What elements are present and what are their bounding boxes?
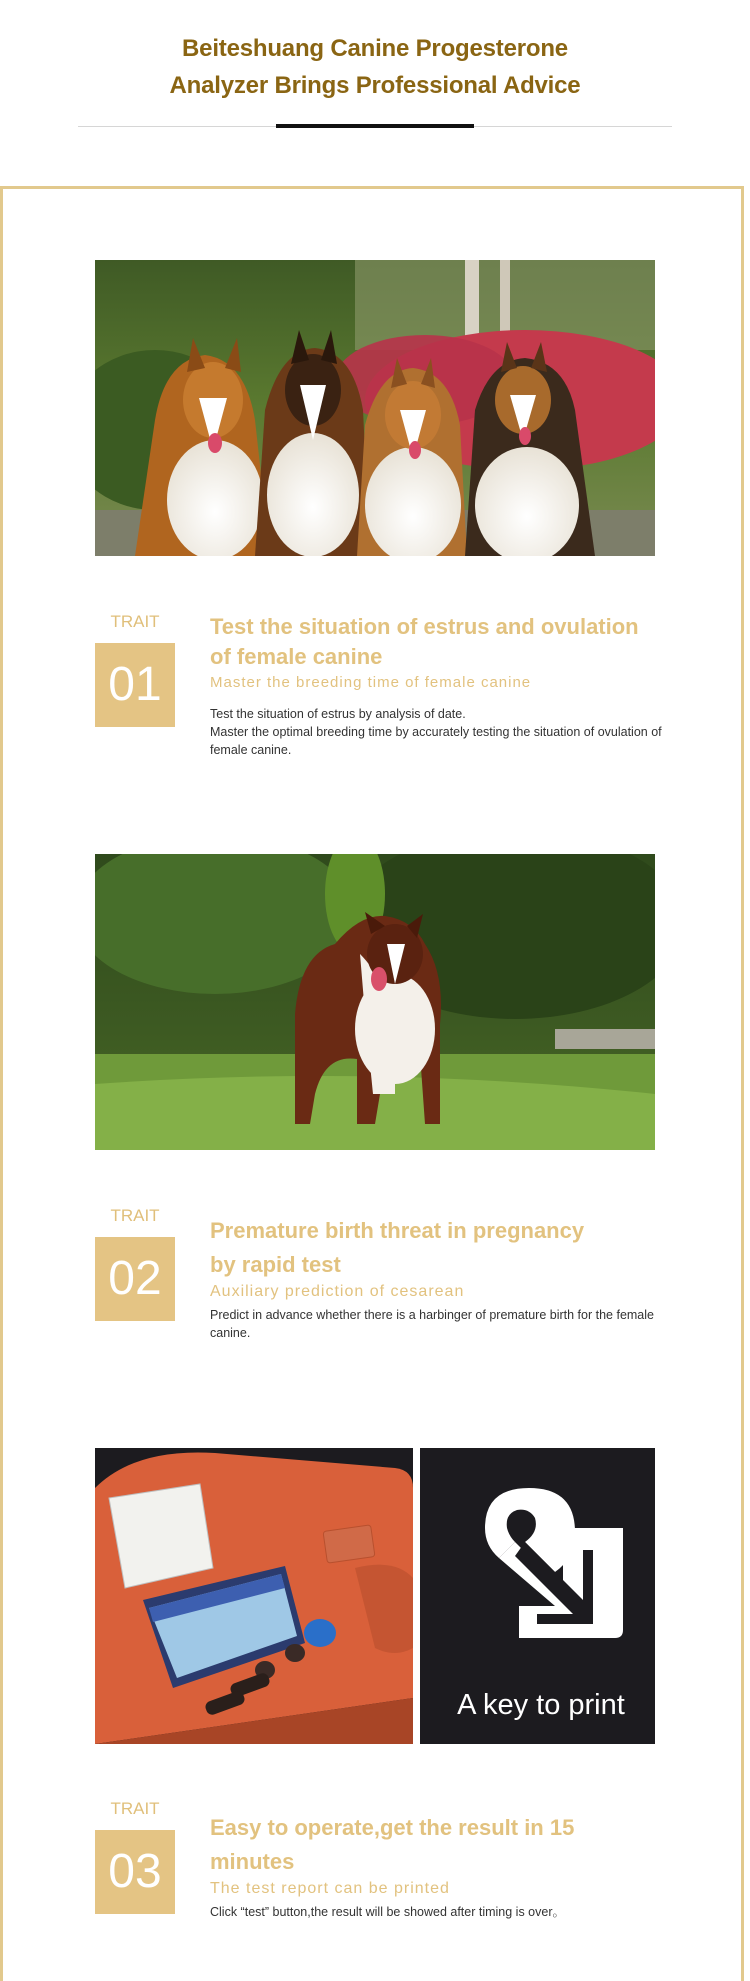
trait-subtitle: The test report can be printed	[210, 1880, 450, 1897]
trait-number-badge: 02	[95, 1237, 175, 1321]
trait-label: TRAIT	[110, 1206, 160, 1225]
trait-label: TRAIT	[110, 612, 160, 631]
trait-subtitle: Master the breeding time of female canine	[210, 674, 532, 691]
trait-label: TRAIT	[110, 1799, 160, 1818]
trait-title-line-2: by rapid test	[210, 1252, 341, 1277]
print-label: A key to print	[457, 1689, 625, 1721]
trait-description	[210, 1306, 690, 1342]
trait-title-line-1: Test the situation of estrus and ovulation	[210, 614, 639, 639]
trait-title	[210, 612, 680, 672]
trait-title-line-1: Easy to operate,get the result in 15	[210, 1815, 575, 1840]
page-title	[0, 30, 750, 104]
trait-title-line-1: Premature birth threat in pregnancy	[210, 1218, 585, 1243]
trait-description-line-2: Master the optimal breeding time by accurately testing the situation of ovulation of female canine.	[210, 725, 662, 757]
page-header	[0, 0, 750, 140]
analyzer-photo	[95, 1448, 655, 1744]
trait-title	[210, 1811, 680, 1879]
trait-subtitle: Auxiliary prediction of cesarean	[210, 1283, 465, 1300]
trait-number-badge: 01	[95, 643, 175, 727]
four-collies-photo	[95, 260, 655, 556]
border-collie-photo	[95, 854, 655, 1150]
trait-description-line-1: Predict in advance whether there is a harbinger of premature birth for the female canine.	[210, 1308, 654, 1340]
trait-description-line-1: Click “test” button,the result will be showed after timing is over。	[210, 1905, 565, 1919]
trait-title-line-2: of female canine	[210, 644, 383, 669]
page-title-line-2: Analyzer Brings Professional Advice	[169, 72, 581, 99]
trait-description	[210, 705, 690, 759]
trait-title	[210, 1214, 680, 1282]
trait-description	[210, 1903, 690, 1921]
header-divider-accent	[276, 124, 474, 128]
page-title-line-1: Beiteshuang Canine Progesterone	[182, 35, 568, 62]
trait-title-line-2: minutes	[210, 1849, 295, 1874]
trait-number-badge: 03	[95, 1830, 175, 1914]
trait-description-line-1: Test the situation of estrus by analysis of date.	[210, 707, 466, 721]
